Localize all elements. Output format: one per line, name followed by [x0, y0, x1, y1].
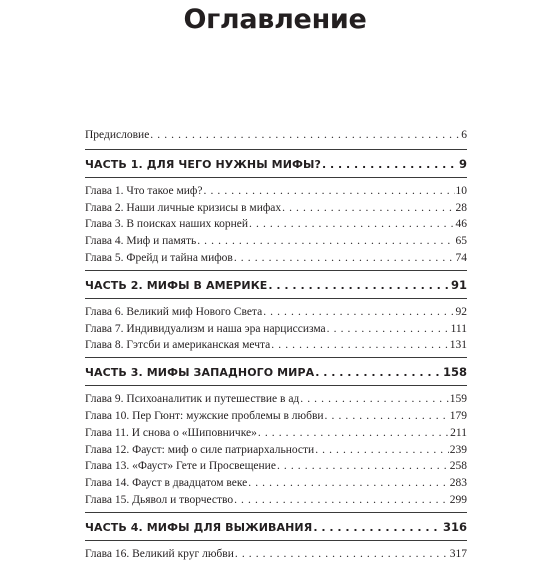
dot-leader [263, 304, 454, 321]
toc-entry-label: Глава 14. Фауст в двадцатом веке [85, 477, 248, 490]
dot-leader [268, 276, 450, 296]
toc-entry-label: Глава 13. «Фауст» Гете и Просвещение [85, 460, 276, 473]
toc-entry-page: 239 [449, 443, 467, 456]
part-rule-top [85, 357, 467, 358]
toc-entry[interactable] [85, 304, 467, 321]
toc-entry-page: 92 [455, 305, 467, 318]
dot-leader [204, 183, 455, 200]
toc-entry-page: 299 [449, 493, 467, 506]
toc-entry-page: 46 [455, 218, 467, 231]
toc-entry-label: Глава 5. Фрейд и тайна мифов [85, 251, 233, 264]
toc-entry-page: 111 [450, 322, 467, 335]
chapter-list [85, 304, 467, 354]
part-page: 158 [442, 365, 467, 380]
toc-entry-label: Глава 8. Гэтсби и американская мечта [85, 339, 271, 352]
toc-part-heading[interactable] [85, 275, 467, 295]
toc-entry[interactable] [85, 321, 467, 338]
part-label: ЧАСТЬ 4. МИФЫ ДЛЯ ВЫЖИВАНИЯ [85, 520, 313, 534]
toc-parts [85, 149, 467, 563]
dot-leader [315, 442, 449, 459]
toc-entry[interactable] [85, 250, 467, 267]
toc-entry[interactable] [85, 183, 467, 200]
toc-entry-label: Глава 6. Великий миф Нового Света [85, 305, 263, 318]
toc-entry[interactable] [85, 216, 467, 233]
toc-entry-page: 211 [450, 426, 467, 439]
toc-entry-page: 283 [449, 477, 467, 490]
toc-entry-page: 65 [455, 235, 467, 248]
part-page: 9 [458, 156, 467, 171]
table-of-contents [85, 127, 467, 566]
toc-entry[interactable] [85, 475, 467, 492]
toc-entry[interactable] [85, 337, 467, 354]
chapter-list [85, 391, 467, 509]
toc-entry[interactable] [85, 458, 467, 475]
toc-entry-page: 74 [455, 251, 467, 264]
dot-leader [277, 458, 449, 475]
dot-leader [248, 475, 448, 492]
toc-entry-page: 131 [449, 339, 467, 352]
toc-entry[interactable] [85, 425, 467, 442]
toc-entry-label: Глава 7. Индивидуализм и наша эра нарциссизма [85, 322, 326, 335]
part-label: ЧАСТЬ 2. МИФЫ В АМЕРИКЕ [85, 278, 268, 292]
dot-leader [282, 200, 454, 217]
toc-entry-page: 10 [455, 184, 467, 197]
toc-entry-label: Предисловие [85, 129, 150, 141]
toc-part-section [85, 512, 467, 563]
toc-entry-page: 28 [455, 201, 467, 214]
dot-leader [235, 546, 449, 563]
toc-part-section [85, 149, 467, 267]
toc-entry[interactable] [85, 546, 467, 563]
toc-entry-label: Глава 12. Фауст: миф о силе патриархальности [85, 443, 315, 456]
dot-leader [315, 363, 442, 383]
dot-leader [249, 216, 454, 233]
toc-entry-page: 159 [449, 393, 467, 406]
dot-leader [234, 250, 455, 267]
toc-part-section [85, 270, 467, 354]
toc-entry-label: Глава 4. Миф и память [85, 235, 197, 248]
toc-entry-label: Глава 3. В поисках наших корней [85, 218, 249, 231]
part-rule-bottom [85, 385, 467, 386]
toc-entry-page: 317 [449, 547, 467, 560]
toc-entry-label: Глава 10. Пер Гюнт: мужские проблемы в любви [85, 409, 324, 422]
part-label: ЧАСТЬ 3. МИФЫ ЗАПАДНОГО МИРА [85, 366, 315, 380]
part-rule-top [85, 270, 467, 271]
toc-part-section [85, 357, 467, 509]
toc-entry-page: 179 [449, 409, 467, 422]
dot-leader [322, 155, 458, 175]
toc-part-heading[interactable] [85, 517, 467, 537]
part-rule-top [85, 512, 467, 513]
toc-part-heading[interactable] [85, 362, 467, 382]
part-rule-bottom [85, 177, 467, 178]
part-rule-bottom [85, 298, 467, 299]
dot-leader [325, 408, 449, 425]
toc-entry-preface[interactable] [85, 127, 467, 144]
dot-leader [271, 337, 448, 354]
dot-leader [234, 492, 449, 509]
part-rule-bottom [85, 540, 467, 541]
chapter-list [85, 546, 467, 563]
part-label: ЧАСТЬ 1. ДЛЯ ЧЕГО НУЖНЫ МИФЫ? [85, 157, 322, 171]
toc-entry[interactable] [85, 200, 467, 217]
toc-entry-label: Глава 1. Что такое миф? [85, 184, 203, 197]
toc-entry-page: 258 [449, 460, 467, 473]
toc-entry[interactable] [85, 492, 467, 509]
dot-leader [197, 233, 454, 250]
part-page: 91 [450, 277, 467, 292]
dot-leader [313, 518, 442, 538]
toc-entry[interactable] [85, 408, 467, 425]
toc-part-heading[interactable] [85, 154, 467, 174]
toc-entry-label: Глава 15. Дьявол и творчество [85, 493, 234, 506]
toc-entry[interactable] [85, 391, 467, 408]
dot-leader [150, 127, 460, 144]
toc-entry-label: Глава 16. Великий круг любви [85, 547, 234, 560]
toc-entry-label: Глава 9. Психоаналитик и путешествие в ад [85, 393, 300, 406]
toc-entry-label: Глава 2. Наши личные кризисы в мифах [85, 201, 282, 214]
toc-entry[interactable] [85, 442, 467, 459]
toc-entry-label: Глава 11. И снова о «Шиповничке» [85, 426, 257, 439]
chapter-list [85, 183, 467, 267]
toc-entry[interactable] [85, 233, 467, 250]
page-title: Оглавление [183, 4, 367, 35]
part-rule-top [85, 149, 467, 150]
dot-leader [258, 425, 449, 442]
dot-leader [300, 391, 448, 408]
part-page: 316 [442, 519, 467, 534]
toc-entry-page: 6 [461, 129, 467, 141]
dot-leader [327, 321, 450, 338]
